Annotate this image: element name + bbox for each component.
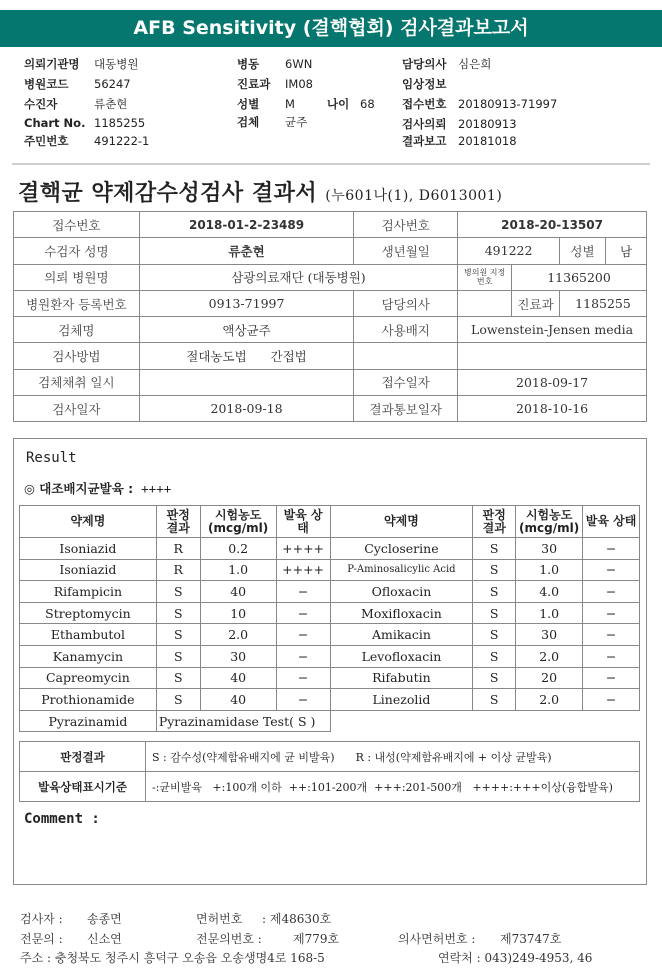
drug-growth: − [276,689,330,711]
table-row: 검사방법 절대농도법 간접법 [14,343,647,369]
meta-patient: 수진자 류춘현 [24,97,128,111]
drug-judgement: S [473,667,516,689]
table-row [20,689,640,711]
drug-growth: ++++ [276,559,330,581]
drug-concentration: 1.0 [516,559,583,581]
drug-name: Capreomycin [20,667,157,689]
tester-name: 송종면 [87,912,122,926]
comment-label: Comment : [24,811,100,827]
drug-judgement: R [156,559,200,581]
table-row: 검체명 액상균주 사용배지 Lowenstein-Jensen media [14,317,647,343]
drug-concentration: 2.0 [200,624,276,646]
section-divider [12,163,650,165]
drug-concentration: 30 [200,645,276,667]
table-row: 판정결과 S : 감수성(약제함유배지에 균 비발육) R : 내성(약제함유배지에 + 이상 균발육) [20,742,640,772]
drug-judgement: S [156,667,200,689]
result-title: Result [26,450,77,466]
drug-judgement: S [473,602,516,624]
drug-growth: ++++ [276,538,330,560]
meta-request-date: 검사의뢰 20180913 [402,117,517,131]
meta-specimen: 검체 균주 [237,115,308,129]
dept: 1185255 [560,290,647,316]
drug-concentration: 30 [516,538,583,560]
table-row [20,602,640,624]
tested-date: 2018-09-18 [139,396,354,422]
expert-name: 신소연 [87,932,122,946]
drug-name: Pyrazinamid [20,710,157,732]
license-no: : 제48630호 [262,912,332,926]
drug-judgement: S [473,645,516,667]
legend-table [19,741,640,802]
drug-judgement: S [156,602,200,624]
meta-doctor: 담당의사 심은희 [402,57,492,71]
doc-license-no: 제73747호 [500,932,562,946]
drug-name: Rifabutin [330,667,473,689]
table-row: 병원환자 등록번호 0913-71997 담당의사 진료과 1185255 [14,290,647,316]
designation-no: 11365200 [512,264,647,290]
medium: Lowenstein-Jensen media [458,317,647,343]
legend-growth: -:균비발육 +:100개 이하 ++:101-200개 +++:201-500개 ++++:+++이상(융합발육) [146,772,640,802]
collect-date [139,369,354,395]
drug-concentration: 30 [516,624,583,646]
drug-judgement: S [473,538,516,560]
drug-judgement: S [473,689,516,711]
test-no: 2018-20-13507 [458,212,647,238]
drug-name: Linezolid [330,689,473,711]
drug-judgement: S [473,624,516,646]
drug-concentration: 40 [200,581,276,603]
control-growth: ◎ 대조배지균발육 : ++++ [24,481,172,496]
drug-judgement: R [156,538,200,560]
notified-date: 2018-10-16 [458,396,647,422]
drug-name: Amikacin [330,624,473,646]
meta-sex: 성별 M [237,97,295,111]
drug-growth: − [583,538,640,560]
table-row: 검사일자 2018-09-18 결과통보일자 2018-10-16 [14,396,647,422]
meta-chart-no: Chart No. 1185255 [24,116,146,130]
table-row [20,538,640,560]
drug-concentration: 0.2 [200,538,276,560]
table-row [20,559,640,581]
drug-name: Ethambutol [20,624,157,646]
drug-name: Streptomycin [20,602,157,624]
table-row: 검체채취 일시 접수일자 2018-09-17 [14,369,647,395]
drug-growth: − [583,645,640,667]
hospital-name: 삼광의료재단 (대동병원) [139,264,457,290]
drug-concentration: 1.0 [516,602,583,624]
report-code: (누601나(1), D6013001) [325,188,503,204]
drug-growth: − [276,624,330,646]
drug-name: Rifampicin [20,581,157,603]
report-title: 결핵균 약제감수성검사 결과서 (누601나(1), D6013001) [18,180,503,206]
registration-no: 0913-71997 [139,290,354,316]
pza-result: Pyrazinamidase Test( S ) [156,710,330,732]
result-section [13,438,647,885]
drug-growth: − [583,667,640,689]
patient-name: 류춘현 [139,238,354,264]
drug-concentration: 1.0 [200,559,276,581]
doctor [458,290,512,316]
table-row: 발육상태표시기준 -:균비발육 +:100개 이하 ++:101-200개 +++:201-500개 ++++:+++이상(융합발육) [20,772,640,802]
meta-hospital: 의뢰기관명 대동병원 [24,57,139,71]
meta-resident-no: 주민번호 491222-1 [24,134,150,148]
drug-name: Ofloxacin [330,581,473,603]
receipt-no: 2018-01-2-23489 [139,212,354,238]
meta-dept: 진료과 IM08 [237,77,313,91]
meta-report-date: 결과보고 20181018 [402,134,517,148]
drug-growth: − [583,559,640,581]
table-row [20,645,640,667]
drug-name: Levofloxacin [330,645,473,667]
drug-name: P-Aminosalicylic Acid [330,559,473,581]
report-banner: AFB Sensitivity (결핵협회) 검사결과보고서 [0,10,662,47]
table-row [20,624,640,646]
meta-age: 나이 68 [327,97,375,111]
drug-judgement: S [156,689,200,711]
table-header-row: 약제명 판정 결과 시험농도 (mcg/ml) 발육 상태 약제명 판정 결과 시험농도 (mcg/ml) 발육 상태 [20,506,640,538]
drug-growth: − [583,581,640,603]
meta-clinical-info: 임상정보 [402,77,447,91]
drug-growth: − [276,645,330,667]
drug-concentration: 10 [200,602,276,624]
drug-growth: − [276,602,330,624]
table-row: 접수번호 2018-01-2-23489 검사번호 2018-20-13507 [14,212,647,238]
drug-judgement: S [156,645,200,667]
table-row [20,667,640,689]
meta-receipt-no: 접수번호 20180913-71997 [402,97,558,111]
drug-concentration: 40 [200,667,276,689]
susceptibility-table [19,505,640,732]
specimen: 액상균주 [139,317,354,343]
designation-label: 병의원 지정번호 [458,264,512,290]
lab-address: 주소 : 충청북도 청주시 흥덕구 오송읍 오송생명4로 168-5 [20,951,325,965]
test-method: 절대농도법 간접법 [139,343,354,369]
drug-concentration: 20 [516,667,583,689]
meta-hospital-code: 병원코드 56247 [24,77,131,91]
drug-name: Kanamycin [20,645,157,667]
drug-growth: − [276,581,330,603]
drug-name: Isoniazid [20,559,157,581]
drug-name: Prothionamide [20,689,157,711]
table-row: 의뢰 병원명 삼광의료재단 (대동병원) 병의원 지정번호 11365200 [14,264,647,290]
drug-name: Cycloserine [330,538,473,560]
drug-judgement: S [473,581,516,603]
drug-judgement: S [156,624,200,646]
meta-ward: 병동 6WN [237,57,313,71]
drug-name: Isoniazid [20,538,157,560]
received-date: 2018-09-17 [458,369,647,395]
legend-judge: S : 감수성(약제함유배지에 균 비발육) R : 내성(약제함유배지에 + 이상 균발육) [146,742,640,772]
expert-no: 제779호 [293,932,340,946]
drug-growth: − [583,602,640,624]
lab-contact: 연락처 : 043)249-4953, 46 [438,951,593,965]
drug-growth: − [276,667,330,689]
drug-concentration: 2.0 [516,645,583,667]
table-row [20,581,640,603]
drug-concentration: 4.0 [516,581,583,603]
dob: 491222 [458,238,560,264]
table-row: 수검자 성명 류춘현 생년월일 491222 성별 남 [14,238,647,264]
drug-growth: − [583,624,640,646]
drug-name: Moxifloxacin [330,602,473,624]
drug-concentration: 2.0 [516,689,583,711]
table-row [20,710,640,732]
drug-concentration: 40 [200,689,276,711]
patient-info-table [13,211,647,422]
drug-growth: − [583,689,640,711]
drug-judgement: S [156,581,200,603]
sex: 남 [605,238,646,264]
drug-judgement: S [473,559,516,581]
